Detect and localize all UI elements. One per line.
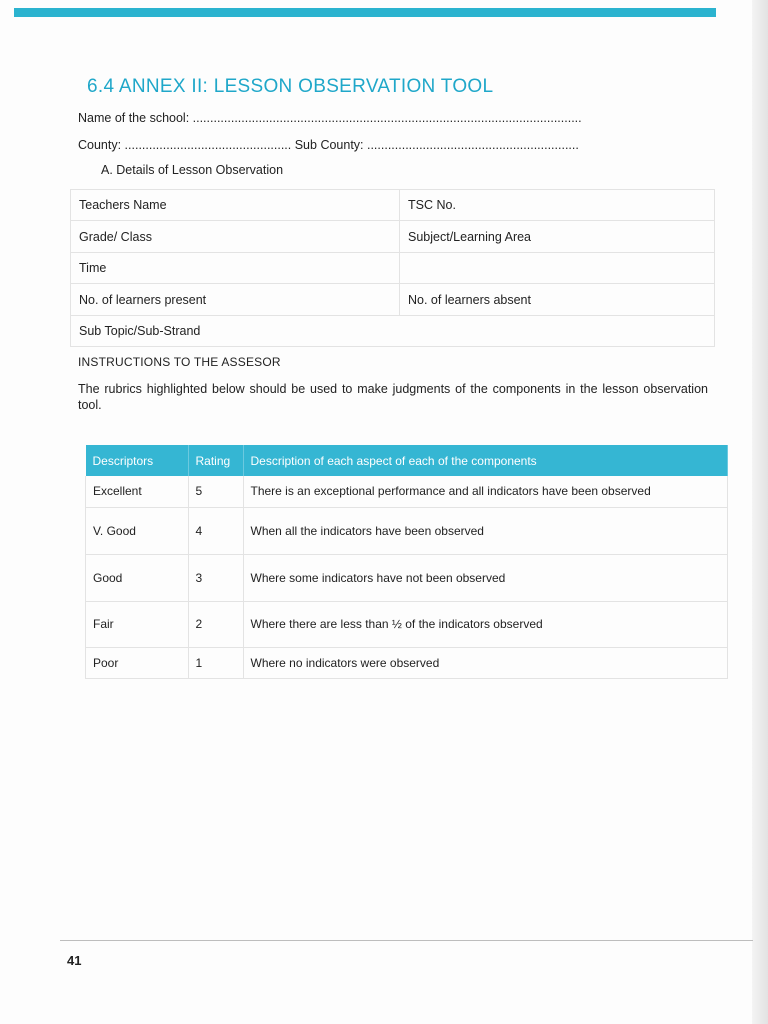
rating-cell: 4 [188,507,243,554]
description-cell: Where no indicators were observed [243,647,728,678]
descriptor-cell: Excellent [86,476,189,507]
table-row [71,316,715,347]
county-field: County: ................................................ Sub County: ............................................................. [78,138,579,152]
rating-cell: 3 [188,554,243,601]
rating-cell: 5 [188,476,243,507]
rating-cell: 2 [188,601,243,647]
section-a-heading: A. Details of Lesson Observation [101,163,284,177]
page-title: 6.4 ANNEX II: LESSON OBSERVATION TOOL [87,76,494,97]
details-cell: Grade/ Class [71,221,400,253]
lesson-details-table [70,189,715,347]
table-row [86,601,728,647]
table-row [86,476,728,507]
description-cell: Where there are less than ½ of the indicators observed [243,601,728,647]
instructions-body: The rubrics highlighted below should be used to make judgments of the components in the lesson observation tool. [78,382,708,412]
column-header: Descriptors [86,445,189,476]
details-cell: No. of learners present [71,284,400,316]
header-accent-bar [14,8,716,17]
details-cell: Sub Topic/Sub-Strand [71,316,715,347]
column-header: Rating [188,445,243,476]
description-cell: There is an exceptional performance and all indicators have been observed [243,476,728,507]
descriptor-cell: Fair [86,601,189,647]
details-cell: Time [71,253,400,284]
descriptor-cell: Poor [86,647,189,678]
details-cell [400,253,715,284]
page-edge-shadow [752,0,768,1024]
description-cell: Where some indicators have not been observed [243,554,728,601]
description-cell: When all the indicators have been observed [243,507,728,554]
table-row [71,221,715,253]
table-header-row [86,445,728,476]
table-row [71,190,715,221]
details-cell: No. of learners absent [400,284,715,316]
details-cell: TSC No. [400,190,715,221]
table-row [86,507,728,554]
instructions-heading: INSTRUCTIONS TO THE ASSESOR [78,355,281,369]
table-row [86,647,728,678]
rating-cell: 1 [188,647,243,678]
table-row [71,253,715,284]
details-cell: Subject/Learning Area [400,221,715,253]
page-number: 41 [67,953,82,968]
descriptor-cell: V. Good [86,507,189,554]
school-name-field: Name of the school: ................................................................................................................ [78,111,582,125]
table-row [86,554,728,601]
rubric-table [85,445,728,679]
footer-divider [60,940,753,941]
details-cell: Teachers Name [71,190,400,221]
table-row [71,284,715,316]
descriptor-cell: Good [86,554,189,601]
column-header: Description of each aspect of each of the components [243,445,728,476]
